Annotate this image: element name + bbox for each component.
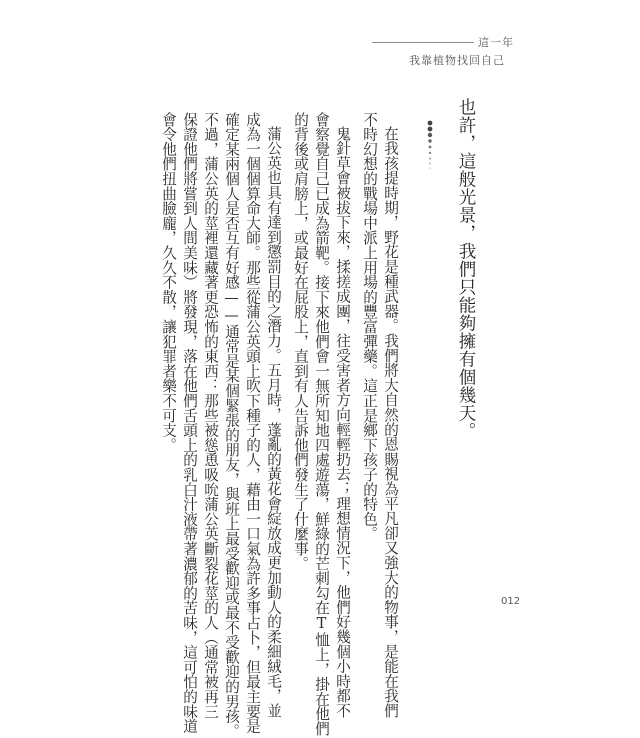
body-column-3: 鬼針草會被拔下來，揉搓成團，往受害者方向輕輕扔去；理想情況下，他們好幾個小時都不	[334, 126, 351, 718]
body-column-8: 確定某兩個人是否互有好感——通常是某個緊張的朋友，與班上最受歡迎或最不受歡迎的男孩。	[223, 112, 240, 738]
body-column-1: 在我孩提時期，野花是種武器。我們將大自然的恩賜視為平凡卻又強大的物事，是能在我們	[382, 126, 399, 718]
body-column-10: 保證他們將嘗到人間美味）將發現，落在他們舌頭上的乳白汁液帶著濃郁的苦味，這可怕的味道	[181, 112, 198, 734]
lead-sentence: 也許，這般光景，我們只能夠擁有個幾天。	[456, 98, 476, 440]
section-ornament-icon	[426, 120, 434, 170]
header-rule	[372, 42, 474, 43]
body-column-7: 成為一個個算命大師。那些從蒲公英頭上吹下種子的人，藉由一口氣為許多事占卜，但最主要是	[244, 112, 261, 734]
body-column-9: 不過，蒲公英的莖裡還藏著更恐怖的東西：那些被慫恿吸吮蒲公英斷裂花莖的人（通常被再三	[202, 112, 219, 719]
body-column-6: 蒲公英也具有達到懲罰目的之潛力。五月時，蓬亂的黃花會綻放成更加動人的柔細絨毛，並	[265, 126, 282, 718]
body-column-4: 會察覺自己已成為箭靶。接下來他們會一無所知地四處遊蕩，鮮綠的芒刺勾在T恤上，掛在他們	[313, 112, 330, 736]
body-column-5: 的背後或肩膀上，或最好在屁股上，直到有人告訴他們發生了什麼事。	[292, 112, 309, 571]
running-header-chapter: 這一年	[478, 36, 514, 49]
running-header-title: 我靠植物找回自己	[409, 54, 505, 67]
body-column-11: 會令他們扭曲臉龐，久久不散，讓犯罪者樂不可支。	[160, 112, 177, 453]
body-column-2: 不時幻想的戰場中派上用場的豐富彈藥。這正是鄉下孩子的特色。	[361, 112, 378, 542]
page-number: 012	[501, 596, 521, 607]
